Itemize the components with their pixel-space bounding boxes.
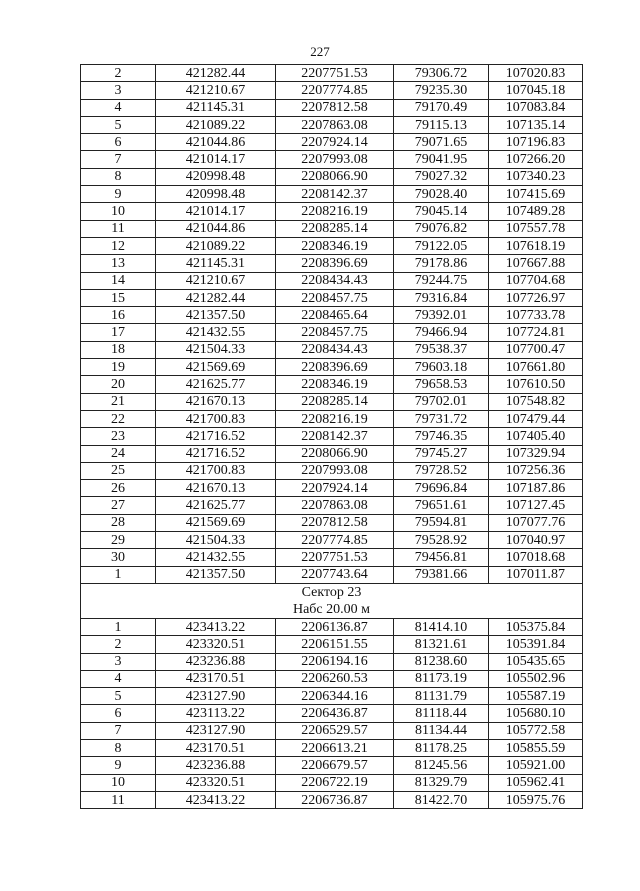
sector-subtitle: Набс 20.00 м [81, 601, 583, 619]
coord-y-cell: 2207751.53 [276, 65, 394, 82]
point-number-cell: 11 [81, 220, 156, 237]
coord-x-cell: 421716.52 [156, 428, 276, 445]
table-row [81, 393, 583, 410]
point-number-cell: 20 [81, 376, 156, 393]
point-number-cell: 15 [81, 289, 156, 306]
table-row [81, 636, 583, 653]
coord-local-x-cell: 79538.37 [394, 341, 489, 358]
coord-local-x-cell: 79745.27 [394, 445, 489, 462]
point-number-cell: 4 [81, 99, 156, 116]
coord-local-y-cell: 105435.65 [489, 653, 583, 670]
coord-x-cell: 421210.67 [156, 82, 276, 99]
coord-local-x-cell: 79027.32 [394, 168, 489, 185]
point-number-cell: 1 [81, 618, 156, 635]
point-number-cell: 26 [81, 480, 156, 497]
coord-x-cell: 423127.90 [156, 722, 276, 739]
coord-y-cell: 2207812.58 [276, 99, 394, 116]
coord-local-y-cell: 107256.36 [489, 462, 583, 479]
coord-x-cell: 420998.48 [156, 168, 276, 185]
point-number-cell: 30 [81, 549, 156, 566]
table-row [81, 774, 583, 791]
coordinates-table-frame [80, 64, 582, 809]
coord-local-x-cell: 81238.60 [394, 653, 489, 670]
coord-y-cell: 2208457.75 [276, 324, 394, 341]
coord-local-x-cell: 79696.84 [394, 480, 489, 497]
coord-local-x-cell: 79594.81 [394, 514, 489, 531]
coord-y-cell: 2208434.43 [276, 341, 394, 358]
coord-x-cell: 423236.88 [156, 757, 276, 774]
coord-y-cell: 2207774.85 [276, 532, 394, 549]
table-row [81, 324, 583, 341]
coord-local-y-cell: 105962.41 [489, 774, 583, 791]
coord-local-x-cell: 79071.65 [394, 134, 489, 151]
point-number-cell: 19 [81, 359, 156, 376]
point-number-cell: 2 [81, 65, 156, 82]
coord-local-x-cell: 79122.05 [394, 237, 489, 254]
coord-local-y-cell: 107045.18 [489, 82, 583, 99]
coord-x-cell: 421282.44 [156, 289, 276, 306]
coord-local-y-cell: 107011.87 [489, 566, 583, 583]
coord-local-x-cell: 81422.70 [394, 791, 489, 808]
coord-x-cell: 421357.50 [156, 566, 276, 583]
coord-x-cell: 421670.13 [156, 393, 276, 410]
point-number-cell: 8 [81, 739, 156, 756]
coord-local-x-cell: 79746.35 [394, 428, 489, 445]
point-number-cell: 24 [81, 445, 156, 462]
coord-local-y-cell: 107700.47 [489, 341, 583, 358]
coord-y-cell: 2207812.58 [276, 514, 394, 531]
table-row [81, 428, 583, 445]
coord-y-cell: 2208142.37 [276, 428, 394, 445]
point-number-cell: 7 [81, 151, 156, 168]
coord-x-cell: 423320.51 [156, 636, 276, 653]
coord-x-cell: 421569.69 [156, 514, 276, 531]
point-number-cell: 17 [81, 324, 156, 341]
coord-local-y-cell: 107479.44 [489, 410, 583, 427]
point-number-cell: 29 [81, 532, 156, 549]
coord-y-cell: 2206736.87 [276, 791, 394, 808]
table-row [81, 722, 583, 739]
section-b-rows [81, 618, 583, 808]
coord-x-cell: 423320.51 [156, 774, 276, 791]
table-row [81, 653, 583, 670]
coord-y-cell: 2208066.90 [276, 445, 394, 462]
coord-local-y-cell: 107557.78 [489, 220, 583, 237]
coord-x-cell: 421432.55 [156, 549, 276, 566]
table-row [81, 359, 583, 376]
coord-local-x-cell: 79115.13 [394, 116, 489, 133]
coord-local-y-cell: 107405.40 [489, 428, 583, 445]
coord-y-cell: 2206260.53 [276, 670, 394, 687]
coord-x-cell: 421210.67 [156, 272, 276, 289]
coord-local-x-cell: 79658.53 [394, 376, 489, 393]
coord-local-y-cell: 107667.88 [489, 255, 583, 272]
coordinates-table [80, 64, 583, 809]
point-number-cell: 16 [81, 307, 156, 324]
coord-y-cell: 2207993.08 [276, 462, 394, 479]
coord-local-y-cell: 107187.86 [489, 480, 583, 497]
coord-local-x-cell: 79028.40 [394, 186, 489, 203]
coord-local-x-cell: 79235.30 [394, 82, 489, 99]
coord-local-x-cell: 81118.44 [394, 705, 489, 722]
coord-x-cell: 421700.83 [156, 462, 276, 479]
table-row [81, 462, 583, 479]
table-row [81, 514, 583, 531]
coord-local-x-cell: 79381.66 [394, 566, 489, 583]
coord-x-cell: 421625.77 [156, 376, 276, 393]
coord-x-cell: 421504.33 [156, 532, 276, 549]
coord-local-x-cell: 79306.72 [394, 65, 489, 82]
coord-y-cell: 2208346.19 [276, 237, 394, 254]
table-row [81, 307, 583, 324]
coord-local-y-cell: 107329.94 [489, 445, 583, 462]
table-row [81, 99, 583, 116]
coord-local-x-cell: 81173.19 [394, 670, 489, 687]
coord-x-cell: 421504.33 [156, 341, 276, 358]
point-number-cell: 3 [81, 82, 156, 99]
table-row [81, 739, 583, 756]
table-row [81, 168, 583, 185]
table-row [81, 272, 583, 289]
coord-local-x-cell: 79603.18 [394, 359, 489, 376]
coord-local-y-cell: 107415.69 [489, 186, 583, 203]
coord-local-x-cell: 81131.79 [394, 688, 489, 705]
table-row [81, 410, 583, 427]
coord-x-cell: 423170.51 [156, 739, 276, 756]
coord-y-cell: 2207743.64 [276, 566, 394, 583]
table-row [81, 480, 583, 497]
point-number-cell: 2 [81, 636, 156, 653]
point-number-cell: 3 [81, 653, 156, 670]
point-number-cell: 5 [81, 688, 156, 705]
point-number-cell: 7 [81, 722, 156, 739]
table-row [81, 670, 583, 687]
coord-local-x-cell: 79528.92 [394, 532, 489, 549]
coord-local-x-cell: 81329.79 [394, 774, 489, 791]
section-a-rows [81, 65, 583, 584]
point-number-cell: 1 [81, 566, 156, 583]
coord-x-cell: 421700.83 [156, 410, 276, 427]
coord-x-cell: 421569.69 [156, 359, 276, 376]
coord-local-y-cell: 105587.19 [489, 688, 583, 705]
coord-y-cell: 2208216.19 [276, 410, 394, 427]
coord-y-cell: 2206679.57 [276, 757, 394, 774]
point-number-cell: 28 [81, 514, 156, 531]
table-row [81, 255, 583, 272]
coord-y-cell: 2206344.16 [276, 688, 394, 705]
coord-x-cell: 421089.22 [156, 237, 276, 254]
coord-local-y-cell: 107083.84 [489, 99, 583, 116]
coord-x-cell: 421044.86 [156, 134, 276, 151]
coord-y-cell: 2208396.69 [276, 255, 394, 272]
point-number-cell: 22 [81, 410, 156, 427]
coord-y-cell: 2208285.14 [276, 393, 394, 410]
coord-y-cell: 2208216.19 [276, 203, 394, 220]
coord-x-cell: 421145.31 [156, 255, 276, 272]
coord-y-cell: 2208346.19 [276, 376, 394, 393]
table-row [81, 65, 583, 82]
coord-x-cell: 421014.17 [156, 151, 276, 168]
coord-y-cell: 2206194.16 [276, 653, 394, 670]
coord-y-cell: 2207993.08 [276, 151, 394, 168]
coord-local-y-cell: 107618.19 [489, 237, 583, 254]
coord-local-y-cell: 107733.78 [489, 307, 583, 324]
coord-y-cell: 2207863.08 [276, 497, 394, 514]
table-row [81, 549, 583, 566]
coord-y-cell: 2206529.57 [276, 722, 394, 739]
coord-y-cell: 2207924.14 [276, 480, 394, 497]
coord-y-cell: 2206613.21 [276, 739, 394, 756]
coord-local-y-cell: 107726.97 [489, 289, 583, 306]
coord-local-y-cell: 107266.20 [489, 151, 583, 168]
coord-x-cell: 421145.31 [156, 99, 276, 116]
table-row [81, 82, 583, 99]
coord-local-y-cell: 107704.68 [489, 272, 583, 289]
coord-x-cell: 421357.50 [156, 307, 276, 324]
coord-x-cell: 423170.51 [156, 670, 276, 687]
coord-y-cell: 2206722.19 [276, 774, 394, 791]
coord-local-y-cell: 105375.84 [489, 618, 583, 635]
coord-y-cell: 2208434.43 [276, 272, 394, 289]
table-row [81, 757, 583, 774]
coord-local-y-cell: 107489.28 [489, 203, 583, 220]
coord-local-y-cell: 105391.84 [489, 636, 583, 653]
coord-local-x-cell: 79651.61 [394, 497, 489, 514]
coord-x-cell: 423413.22 [156, 791, 276, 808]
coord-y-cell: 2208457.75 [276, 289, 394, 306]
coord-local-y-cell: 105975.76 [489, 791, 583, 808]
table-row [81, 341, 583, 358]
table-row [81, 220, 583, 237]
coord-y-cell: 2208465.64 [276, 307, 394, 324]
coord-local-x-cell: 81414.10 [394, 618, 489, 635]
coord-local-x-cell: 81178.25 [394, 739, 489, 756]
table-row [81, 376, 583, 393]
point-number-cell: 21 [81, 393, 156, 410]
point-number-cell: 25 [81, 462, 156, 479]
coord-local-x-cell: 79178.86 [394, 255, 489, 272]
coord-local-x-cell: 79316.84 [394, 289, 489, 306]
point-number-cell: 23 [81, 428, 156, 445]
coord-y-cell: 2208066.90 [276, 168, 394, 185]
section-b-header [81, 583, 583, 618]
point-number-cell: 27 [81, 497, 156, 514]
coord-y-cell: 2207751.53 [276, 549, 394, 566]
coord-local-x-cell: 79731.72 [394, 410, 489, 427]
coord-local-y-cell: 107548.82 [489, 393, 583, 410]
table-row [81, 134, 583, 151]
table-row [81, 186, 583, 203]
coord-local-x-cell: 79041.95 [394, 151, 489, 168]
point-number-cell: 12 [81, 237, 156, 254]
coord-x-cell: 421716.52 [156, 445, 276, 462]
coord-local-x-cell: 79466.94 [394, 324, 489, 341]
coord-x-cell: 421282.44 [156, 65, 276, 82]
coord-y-cell: 2207924.14 [276, 134, 394, 151]
point-number-cell: 6 [81, 134, 156, 151]
table-row [81, 116, 583, 133]
table-row [81, 791, 583, 808]
point-number-cell: 5 [81, 116, 156, 133]
coord-local-x-cell: 81321.61 [394, 636, 489, 653]
table-row [81, 497, 583, 514]
coord-local-y-cell: 105921.00 [489, 757, 583, 774]
coord-x-cell: 421670.13 [156, 480, 276, 497]
table-row [81, 289, 583, 306]
coord-y-cell: 2206136.87 [276, 618, 394, 635]
point-number-cell: 4 [81, 670, 156, 687]
sector-title: Сектор 23 [81, 583, 583, 601]
coord-local-y-cell: 107661.80 [489, 359, 583, 376]
table-row [81, 618, 583, 635]
coord-local-y-cell: 107018.68 [489, 549, 583, 566]
coord-local-y-cell: 105772.58 [489, 722, 583, 739]
coord-local-x-cell: 81134.44 [394, 722, 489, 739]
coord-local-y-cell: 107135.14 [489, 116, 583, 133]
coord-local-x-cell: 79045.14 [394, 203, 489, 220]
coord-y-cell: 2206436.87 [276, 705, 394, 722]
coord-y-cell: 2208142.37 [276, 186, 394, 203]
point-number-cell: 11 [81, 791, 156, 808]
coord-local-y-cell: 105502.96 [489, 670, 583, 687]
coord-local-y-cell: 107196.83 [489, 134, 583, 151]
coord-x-cell: 423127.90 [156, 688, 276, 705]
coord-local-y-cell: 107020.83 [489, 65, 583, 82]
coord-local-x-cell: 79728.52 [394, 462, 489, 479]
coord-local-y-cell: 107077.76 [489, 514, 583, 531]
table-row [81, 566, 583, 583]
coord-x-cell: 421625.77 [156, 497, 276, 514]
point-number-cell: 9 [81, 757, 156, 774]
coord-local-x-cell: 79456.81 [394, 549, 489, 566]
point-number-cell: 13 [81, 255, 156, 272]
coord-y-cell: 2206151.55 [276, 636, 394, 653]
table-row [81, 532, 583, 549]
coord-local-x-cell: 79076.82 [394, 220, 489, 237]
table-row [81, 688, 583, 705]
point-number-cell: 10 [81, 774, 156, 791]
coord-local-y-cell: 107340.23 [489, 168, 583, 185]
coord-local-x-cell: 79244.75 [394, 272, 489, 289]
point-number-cell: 6 [81, 705, 156, 722]
coord-local-x-cell: 79392.01 [394, 307, 489, 324]
coord-y-cell: 2207863.08 [276, 116, 394, 133]
table-row [81, 445, 583, 462]
coord-x-cell: 421089.22 [156, 116, 276, 133]
coord-local-y-cell: 107127.45 [489, 497, 583, 514]
point-number-cell: 8 [81, 168, 156, 185]
coord-x-cell: 420998.48 [156, 186, 276, 203]
coord-local-y-cell: 105680.10 [489, 705, 583, 722]
coord-x-cell: 423236.88 [156, 653, 276, 670]
coord-y-cell: 2208285.14 [276, 220, 394, 237]
point-number-cell: 10 [81, 203, 156, 220]
coord-y-cell: 2208396.69 [276, 359, 394, 376]
table-row [81, 237, 583, 254]
coord-local-x-cell: 79170.49 [394, 99, 489, 116]
coord-local-y-cell: 105855.59 [489, 739, 583, 756]
coord-local-y-cell: 107610.50 [489, 376, 583, 393]
point-number-cell: 18 [81, 341, 156, 358]
coord-local-y-cell: 107724.81 [489, 324, 583, 341]
coord-local-x-cell: 81245.56 [394, 757, 489, 774]
coord-x-cell: 421432.55 [156, 324, 276, 341]
table-row [81, 151, 583, 168]
coord-local-x-cell: 79702.01 [394, 393, 489, 410]
coord-x-cell: 423413.22 [156, 618, 276, 635]
point-number-cell: 9 [81, 186, 156, 203]
table-row [81, 705, 583, 722]
coord-x-cell: 421014.17 [156, 203, 276, 220]
point-number-cell: 14 [81, 272, 156, 289]
coord-y-cell: 2207774.85 [276, 82, 394, 99]
coord-x-cell: 421044.86 [156, 220, 276, 237]
page-number: 227 [310, 44, 330, 59]
coord-x-cell: 423113.22 [156, 705, 276, 722]
coord-local-y-cell: 107040.97 [489, 532, 583, 549]
table-row [81, 203, 583, 220]
